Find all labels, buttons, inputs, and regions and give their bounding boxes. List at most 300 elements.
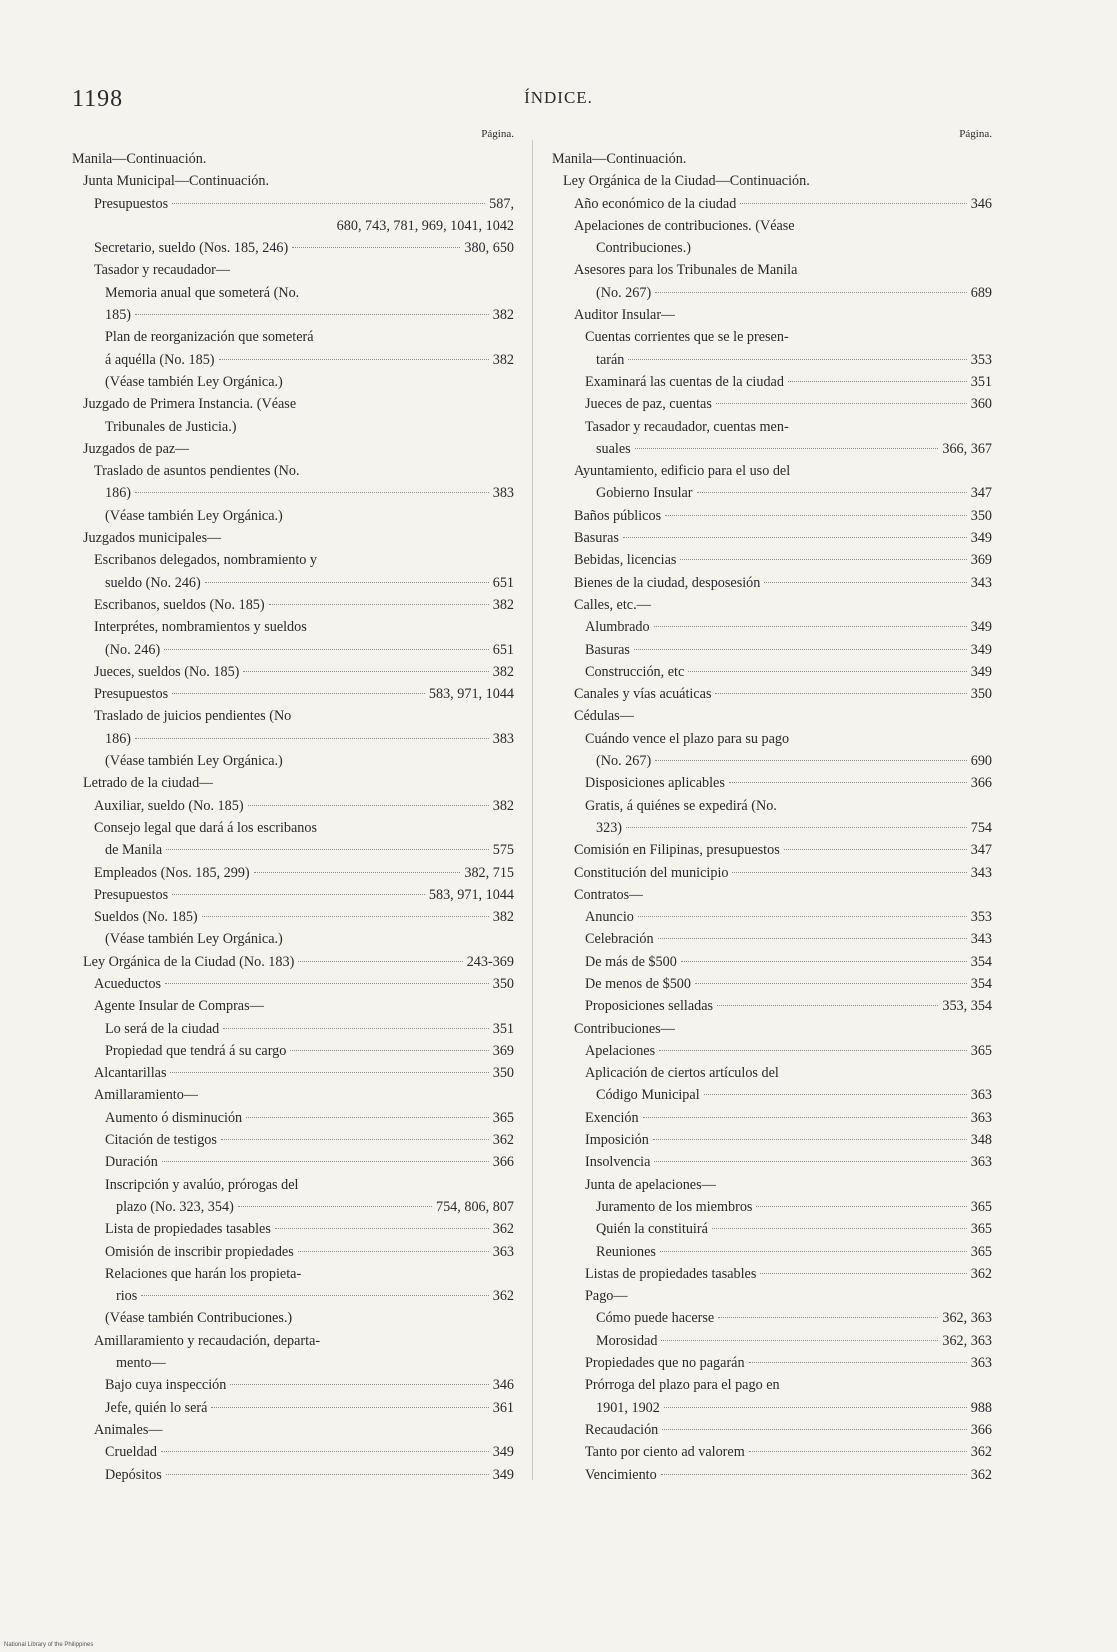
entry-page-ref: 365 [970, 1243, 992, 1260]
entry-page-ref: 362 [492, 1288, 514, 1305]
entry-text: Relaciones que harán los propieta- [105, 1265, 302, 1282]
right-index-entries [552, 148, 992, 1486]
dot-leader [680, 559, 966, 560]
entry-page-ref: 362 [970, 1466, 992, 1483]
index-entry [552, 304, 992, 326]
entry-text: Aplicación de ciertos artículos del [585, 1065, 779, 1082]
entry-text: plazo (No. 323, 354) [116, 1198, 234, 1215]
index-entry [72, 393, 514, 415]
dot-leader [135, 492, 489, 493]
dot-leader [626, 827, 967, 828]
entry-text: Memoria anual que someterá (No. [105, 284, 300, 301]
index-entry [552, 282, 992, 304]
dot-leader [662, 1429, 966, 1430]
dot-leader [704, 1094, 967, 1095]
entry-page-ref: 754, 806, 807 [435, 1198, 514, 1215]
index-entry [552, 817, 992, 839]
entry-text: Anuncio [585, 909, 634, 926]
index-entry [552, 1084, 992, 1106]
entry-page-ref: 362 [970, 1444, 992, 1461]
entry-page-ref: 366 [970, 1421, 992, 1438]
entry-text: Reuniones [596, 1243, 656, 1260]
dot-leader [653, 1139, 967, 1140]
entry-text: Bajo cuya inspección [105, 1377, 227, 1394]
dot-leader [623, 537, 967, 538]
index-entry [72, 884, 514, 906]
entry-page-ref: 651 [492, 641, 514, 658]
entry-text: (No. 267) [596, 284, 652, 301]
entry-page-ref: 365 [970, 1198, 992, 1215]
index-entry [72, 951, 514, 973]
entry-page-ref: 350 [492, 1065, 514, 1082]
entry-page-ref: 350 [970, 507, 992, 524]
entry-text: Plan de reorganización que someterá [105, 329, 314, 346]
right-column [552, 128, 992, 1486]
entry-text: Lo será de la ciudad [105, 1020, 220, 1037]
dot-leader [166, 849, 489, 850]
index-entry [72, 616, 514, 638]
entry-text: Acueductos [94, 975, 161, 992]
entry-page-ref: 353, 354 [942, 998, 992, 1015]
dot-leader [162, 1161, 489, 1162]
index-entry [72, 928, 514, 950]
dot-leader [628, 359, 966, 360]
entry-text: Baños públicos [574, 507, 662, 524]
entry-text: (Véase también Ley Orgánica.) [105, 753, 283, 770]
entry-text: Ley Orgánica de la Ciudad—Continuación. [563, 173, 810, 190]
dot-leader [784, 849, 967, 850]
dot-leader [688, 671, 966, 672]
dot-leader [221, 1139, 489, 1140]
entry-text: Auxiliar, sueldo (No. 185) [94, 797, 244, 814]
dot-leader [661, 1474, 967, 1475]
entry-text: Celebración [585, 931, 654, 948]
entry-text: Propiedad que tendrá á su cargo [105, 1042, 287, 1059]
index-entry [552, 839, 992, 861]
index-entry [72, 572, 514, 594]
entry-text: Aumento ó disminución [105, 1109, 243, 1126]
entry-text: Morosidad [596, 1332, 658, 1349]
dot-leader [135, 738, 489, 739]
entry-text: Citación de testigos [105, 1132, 217, 1149]
index-entry [552, 148, 992, 170]
dot-leader [634, 649, 967, 650]
entry-text: De más de $500 [585, 953, 677, 970]
entry-page-ref: 382 [492, 797, 514, 814]
entry-text: Traslado de juicios pendientes (No [94, 708, 292, 725]
dot-leader [161, 1451, 489, 1452]
entry-text: Asesores para los Tribunales de Manila [574, 262, 798, 279]
entry-page-ref: 361 [492, 1399, 514, 1416]
entry-page-ref: 343 [970, 574, 992, 591]
entry-text: Construcción, etc [585, 663, 685, 680]
dot-leader [716, 403, 967, 404]
index-entry [552, 862, 992, 884]
index-entry [72, 527, 514, 549]
dot-leader [715, 693, 966, 694]
index-entry [72, 795, 514, 817]
entry-page-ref: 350 [970, 686, 992, 703]
index-entry [72, 1129, 514, 1151]
index-entry [552, 215, 992, 237]
index-entry [72, 661, 514, 683]
index-entry [72, 1241, 514, 1263]
index-entry [72, 482, 514, 504]
entry-text: 680, 743, 781, 969, 1041, 1042 [336, 217, 514, 234]
entry-text: Auditor Insular— [574, 307, 676, 324]
entry-page-ref: 349 [492, 1466, 514, 1483]
entry-text: de Manila [105, 842, 163, 859]
entry-text: Gobierno Insular [596, 485, 693, 502]
entry-text: Proposiciones selladas [585, 998, 714, 1015]
left-column [72, 128, 514, 1486]
entry-page-ref: 349 [970, 641, 992, 658]
index-entry [72, 1397, 514, 1419]
index-entry [72, 349, 514, 371]
entry-page-ref: 366 [492, 1154, 514, 1171]
dot-leader [732, 872, 966, 873]
index-entry [72, 1040, 514, 1062]
entry-text: Tribunales de Justicia.) [105, 418, 237, 435]
entry-text: Amillaramiento— [94, 1087, 199, 1104]
index-entry [72, 438, 514, 460]
dot-leader [275, 1228, 489, 1229]
index-entry [552, 549, 992, 571]
entry-page-ref: 346 [970, 195, 992, 212]
dot-leader [635, 448, 939, 449]
index-entry [72, 1307, 514, 1329]
footer-credit: National Library of the Philippines [4, 1642, 94, 1648]
entry-text: Presupuestos [94, 195, 169, 212]
entry-page-ref: 365 [970, 1042, 992, 1059]
index-entry [72, 817, 514, 839]
entry-text: Ayuntamiento, edificio para el uso del [574, 463, 791, 480]
dot-leader [740, 203, 966, 204]
entry-text: Sueldos (No. 185) [94, 909, 198, 926]
index-entry [552, 193, 992, 215]
dot-leader [756, 1206, 966, 1207]
dot-leader [664, 1407, 967, 1408]
entry-text: 185) [105, 307, 132, 324]
entry-text: Prórroga del plazo para el pago en [585, 1377, 780, 1394]
dot-leader [764, 582, 966, 583]
index-entry [552, 460, 992, 482]
entry-page-ref: 363 [970, 1154, 992, 1171]
page-number: 1198 [72, 86, 124, 112]
entry-text: Consejo legal que dará á los escribanos [94, 819, 317, 836]
index-entry [72, 906, 514, 928]
entry-text: Secretario, sueldo (Nos. 185, 246) [94, 240, 289, 257]
index-entry [72, 1263, 514, 1285]
entry-page-ref: 349 [492, 1444, 514, 1461]
entry-page-ref: 362 [492, 1132, 514, 1149]
index-entry [552, 416, 992, 438]
index-entry [72, 505, 514, 527]
dot-leader [681, 961, 967, 962]
dot-leader [238, 1206, 432, 1207]
dot-leader [749, 1451, 967, 1452]
index-entry [72, 1084, 514, 1106]
entry-text: Contratos— [574, 886, 644, 903]
entry-text: Juzgado de Primera Instancia. (Véase [83, 396, 297, 413]
index-entry [552, 951, 992, 973]
index-entry [552, 438, 992, 460]
index-entry [552, 326, 992, 348]
entry-text: Cómo puede hacerse [596, 1310, 715, 1327]
index-entry [72, 1374, 514, 1396]
index-entry [552, 928, 992, 950]
entry-text: Propiedades que no pagarán [585, 1355, 745, 1372]
entry-page-ref: 362 [970, 1265, 992, 1282]
index-entry [552, 1374, 992, 1396]
entry-text: 323) [596, 819, 623, 836]
index-entry [72, 1107, 514, 1129]
entry-page-ref: 363 [970, 1087, 992, 1104]
entry-text: Lista de propiedades tasables [105, 1221, 271, 1238]
dot-leader [246, 1117, 489, 1118]
dot-leader [665, 515, 967, 516]
entry-text: Año económico de la ciudad [574, 195, 737, 212]
entry-text: Apelaciones [585, 1042, 656, 1059]
entry-text: 1901, 1902 [596, 1399, 660, 1416]
index-entry [552, 616, 992, 638]
entry-page-ref: 348 [970, 1132, 992, 1149]
index-entry [552, 1419, 992, 1441]
index-entry [72, 282, 514, 304]
entry-page-ref: 363 [970, 1109, 992, 1126]
dot-leader [717, 1005, 938, 1006]
entry-page-ref: 351 [492, 1020, 514, 1037]
index-entry [552, 1040, 992, 1062]
entry-text: Examinará las cuentas de la ciudad [585, 373, 784, 390]
dot-leader [660, 1251, 967, 1252]
index-entry [552, 884, 992, 906]
entry-page-ref: 362 [492, 1221, 514, 1238]
dot-leader [643, 1117, 967, 1118]
index-entry [72, 1151, 514, 1173]
entry-page-ref: 383 [492, 730, 514, 747]
entry-text: Bienes de la ciudad, desposesión [574, 574, 761, 591]
entry-page-ref: 754 [970, 819, 992, 836]
entry-text: Omisión de inscribir propiedades [105, 1243, 294, 1260]
entry-text: (Véase también Ley Orgánica.) [105, 373, 283, 390]
entry-text: á aquélla (No. 185) [105, 351, 215, 368]
entry-page-ref: 382 [492, 909, 514, 926]
entry-page-ref: 689 [970, 284, 992, 301]
entry-page-ref: 382, 715 [464, 864, 514, 881]
dot-leader [290, 1050, 488, 1051]
index-entry [552, 371, 992, 393]
dot-leader [298, 1251, 489, 1252]
entry-text: rios [116, 1288, 138, 1305]
index-entry [552, 1441, 992, 1463]
dot-leader [165, 983, 489, 984]
index-entry [552, 482, 992, 504]
entry-page-ref: 349 [970, 530, 992, 547]
index-entry [72, 1352, 514, 1374]
dot-leader [166, 1474, 489, 1475]
entry-text: tarán [596, 351, 625, 368]
index-entry [72, 862, 514, 884]
index-entry [72, 1330, 514, 1352]
entry-text: Gratis, á quiénes se expedirá (No. [585, 797, 777, 814]
dot-leader [659, 1050, 967, 1051]
entry-text: Presupuestos [94, 886, 169, 903]
entry-text: Exención [585, 1109, 639, 1126]
dot-leader [760, 1273, 966, 1274]
index-entry [552, 259, 992, 281]
entry-text: Canales y vías acuáticas [574, 686, 712, 703]
entry-text: 186) [105, 485, 132, 502]
index-entry [552, 1263, 992, 1285]
index-entry [552, 772, 992, 794]
index-entry [552, 170, 992, 192]
entry-page-ref: 380, 650 [464, 240, 514, 257]
entry-page-ref: 366, 367 [942, 440, 992, 457]
entry-text: Cédulas— [574, 708, 634, 725]
index-entry [72, 1285, 514, 1307]
dot-leader [211, 1407, 488, 1408]
entry-text: Presupuestos [94, 686, 169, 703]
index-entry [552, 237, 992, 259]
entry-page-ref: 369 [970, 552, 992, 569]
entry-page-ref: 587, [489, 195, 514, 212]
entry-page-ref: 343 [970, 931, 992, 948]
entry-text: Junta de apelaciones— [585, 1176, 716, 1193]
index-entry [72, 772, 514, 794]
dot-leader [164, 649, 489, 650]
index-entry [552, 349, 992, 371]
entry-text: Apelaciones de contribuciones. (Véase [574, 217, 795, 234]
entry-page-ref: 583, 971, 1044 [428, 686, 514, 703]
entry-text: Basuras [585, 641, 630, 658]
index-entry [72, 1218, 514, 1240]
index-entry [552, 393, 992, 415]
entry-page-ref: 347 [970, 485, 992, 502]
entry-text: Empleados (Nos. 185, 299) [94, 864, 250, 881]
entry-page-ref: 365 [970, 1221, 992, 1238]
entry-text: (Véase también Contribuciones.) [105, 1310, 293, 1327]
entry-text: (No. 246) [105, 641, 161, 658]
entry-text: suales [596, 440, 631, 457]
entry-text: Escribanos, sueldos (No. 185) [94, 596, 265, 613]
left-page-label: Página. [481, 128, 514, 140]
entry-page-ref: 354 [970, 953, 992, 970]
entry-page-ref: 363 [970, 1355, 992, 1372]
index-entry [552, 1018, 992, 1040]
dot-leader [223, 1028, 488, 1029]
dot-leader [695, 983, 967, 984]
dot-leader [718, 1317, 938, 1318]
entry-text: Manila—Continuación. [552, 151, 687, 167]
entry-text: Duración [105, 1154, 158, 1171]
dot-leader [697, 492, 967, 493]
entry-text: Pago— [585, 1288, 628, 1305]
dot-leader [655, 292, 967, 293]
dot-leader [172, 693, 425, 694]
page-title: ÍNDICE. [524, 88, 593, 107]
index-entry [552, 1151, 992, 1173]
dot-leader [248, 805, 489, 806]
entry-page-ref: 353 [970, 351, 992, 368]
entry-text: Agente Insular de Compras— [94, 998, 264, 1015]
index-entry [552, 1196, 992, 1218]
index-entry [552, 1330, 992, 1352]
entry-text: mento— [116, 1355, 166, 1372]
entry-text: Alumbrado [585, 619, 650, 636]
index-entry [552, 1352, 992, 1374]
entry-text: Juzgados municipales— [83, 530, 222, 547]
dot-leader [170, 1072, 488, 1073]
entry-page-ref: 988 [970, 1399, 992, 1416]
index-entry [552, 527, 992, 549]
entry-text: Basuras [574, 530, 619, 547]
dot-leader [135, 314, 489, 315]
entry-page-ref: 383 [492, 485, 514, 502]
entry-text: Vencimiento [585, 1466, 657, 1483]
entry-text: Comisión en Filipinas, presupuestos [574, 842, 780, 859]
index-entry [72, 304, 514, 326]
index-entry [72, 1174, 514, 1196]
entry-text: Crueldad [105, 1444, 158, 1461]
entry-text: Imposición [585, 1132, 649, 1149]
entry-text: Escribanos delegados, nombramiento y [94, 552, 318, 569]
index-entry [72, 839, 514, 861]
dot-leader [243, 671, 488, 672]
dot-leader [219, 359, 489, 360]
entry-text: Bebidas, licencias [574, 552, 677, 569]
index-entry [552, 728, 992, 750]
index-entry [552, 906, 992, 928]
index-entry [72, 259, 514, 281]
entry-text: sueldo (No. 246) [105, 574, 201, 591]
entry-text: Calles, etc.— [574, 596, 651, 613]
entry-page-ref: 651 [492, 574, 514, 591]
index-entry [72, 237, 514, 259]
index-entry [72, 728, 514, 750]
index-entry [552, 683, 992, 705]
entry-text: Letrado de la ciudad— [83, 775, 214, 792]
entry-text: Interprétes, nombramientos y sueldos [94, 619, 307, 636]
entry-text: De menos de $500 [585, 975, 691, 992]
dot-leader [655, 760, 967, 761]
entry-text: Jefe, quién lo será [105, 1399, 208, 1416]
index-entry [72, 193, 514, 215]
index-entry [552, 505, 992, 527]
entry-text: Listas de propiedades tasables [585, 1265, 757, 1282]
index-entry [72, 1441, 514, 1463]
index-entry [72, 1062, 514, 1084]
index-entry [552, 995, 992, 1017]
entry-page-ref: 349 [970, 619, 992, 636]
entry-page-ref: 353 [970, 909, 992, 926]
index-entry [552, 1307, 992, 1329]
entry-text: (No. 267) [596, 753, 652, 770]
index-entry [552, 1285, 992, 1307]
entry-text: Ley Orgánica de la Ciudad (No. 183) [83, 953, 295, 970]
entry-text: Disposiciones aplicables [585, 775, 725, 792]
index-entry [552, 973, 992, 995]
entry-page-ref: 349 [970, 663, 992, 680]
dot-leader [202, 916, 489, 917]
dot-leader [254, 872, 461, 873]
entry-page-ref: 366 [970, 775, 992, 792]
entry-text: Traslado de asuntos pendientes (No. [94, 463, 300, 480]
entry-text: Junta Municipal—Continuación. [83, 173, 269, 190]
dot-leader [298, 961, 462, 962]
entry-page-ref: 382 [492, 663, 514, 680]
index-entry [552, 639, 992, 661]
